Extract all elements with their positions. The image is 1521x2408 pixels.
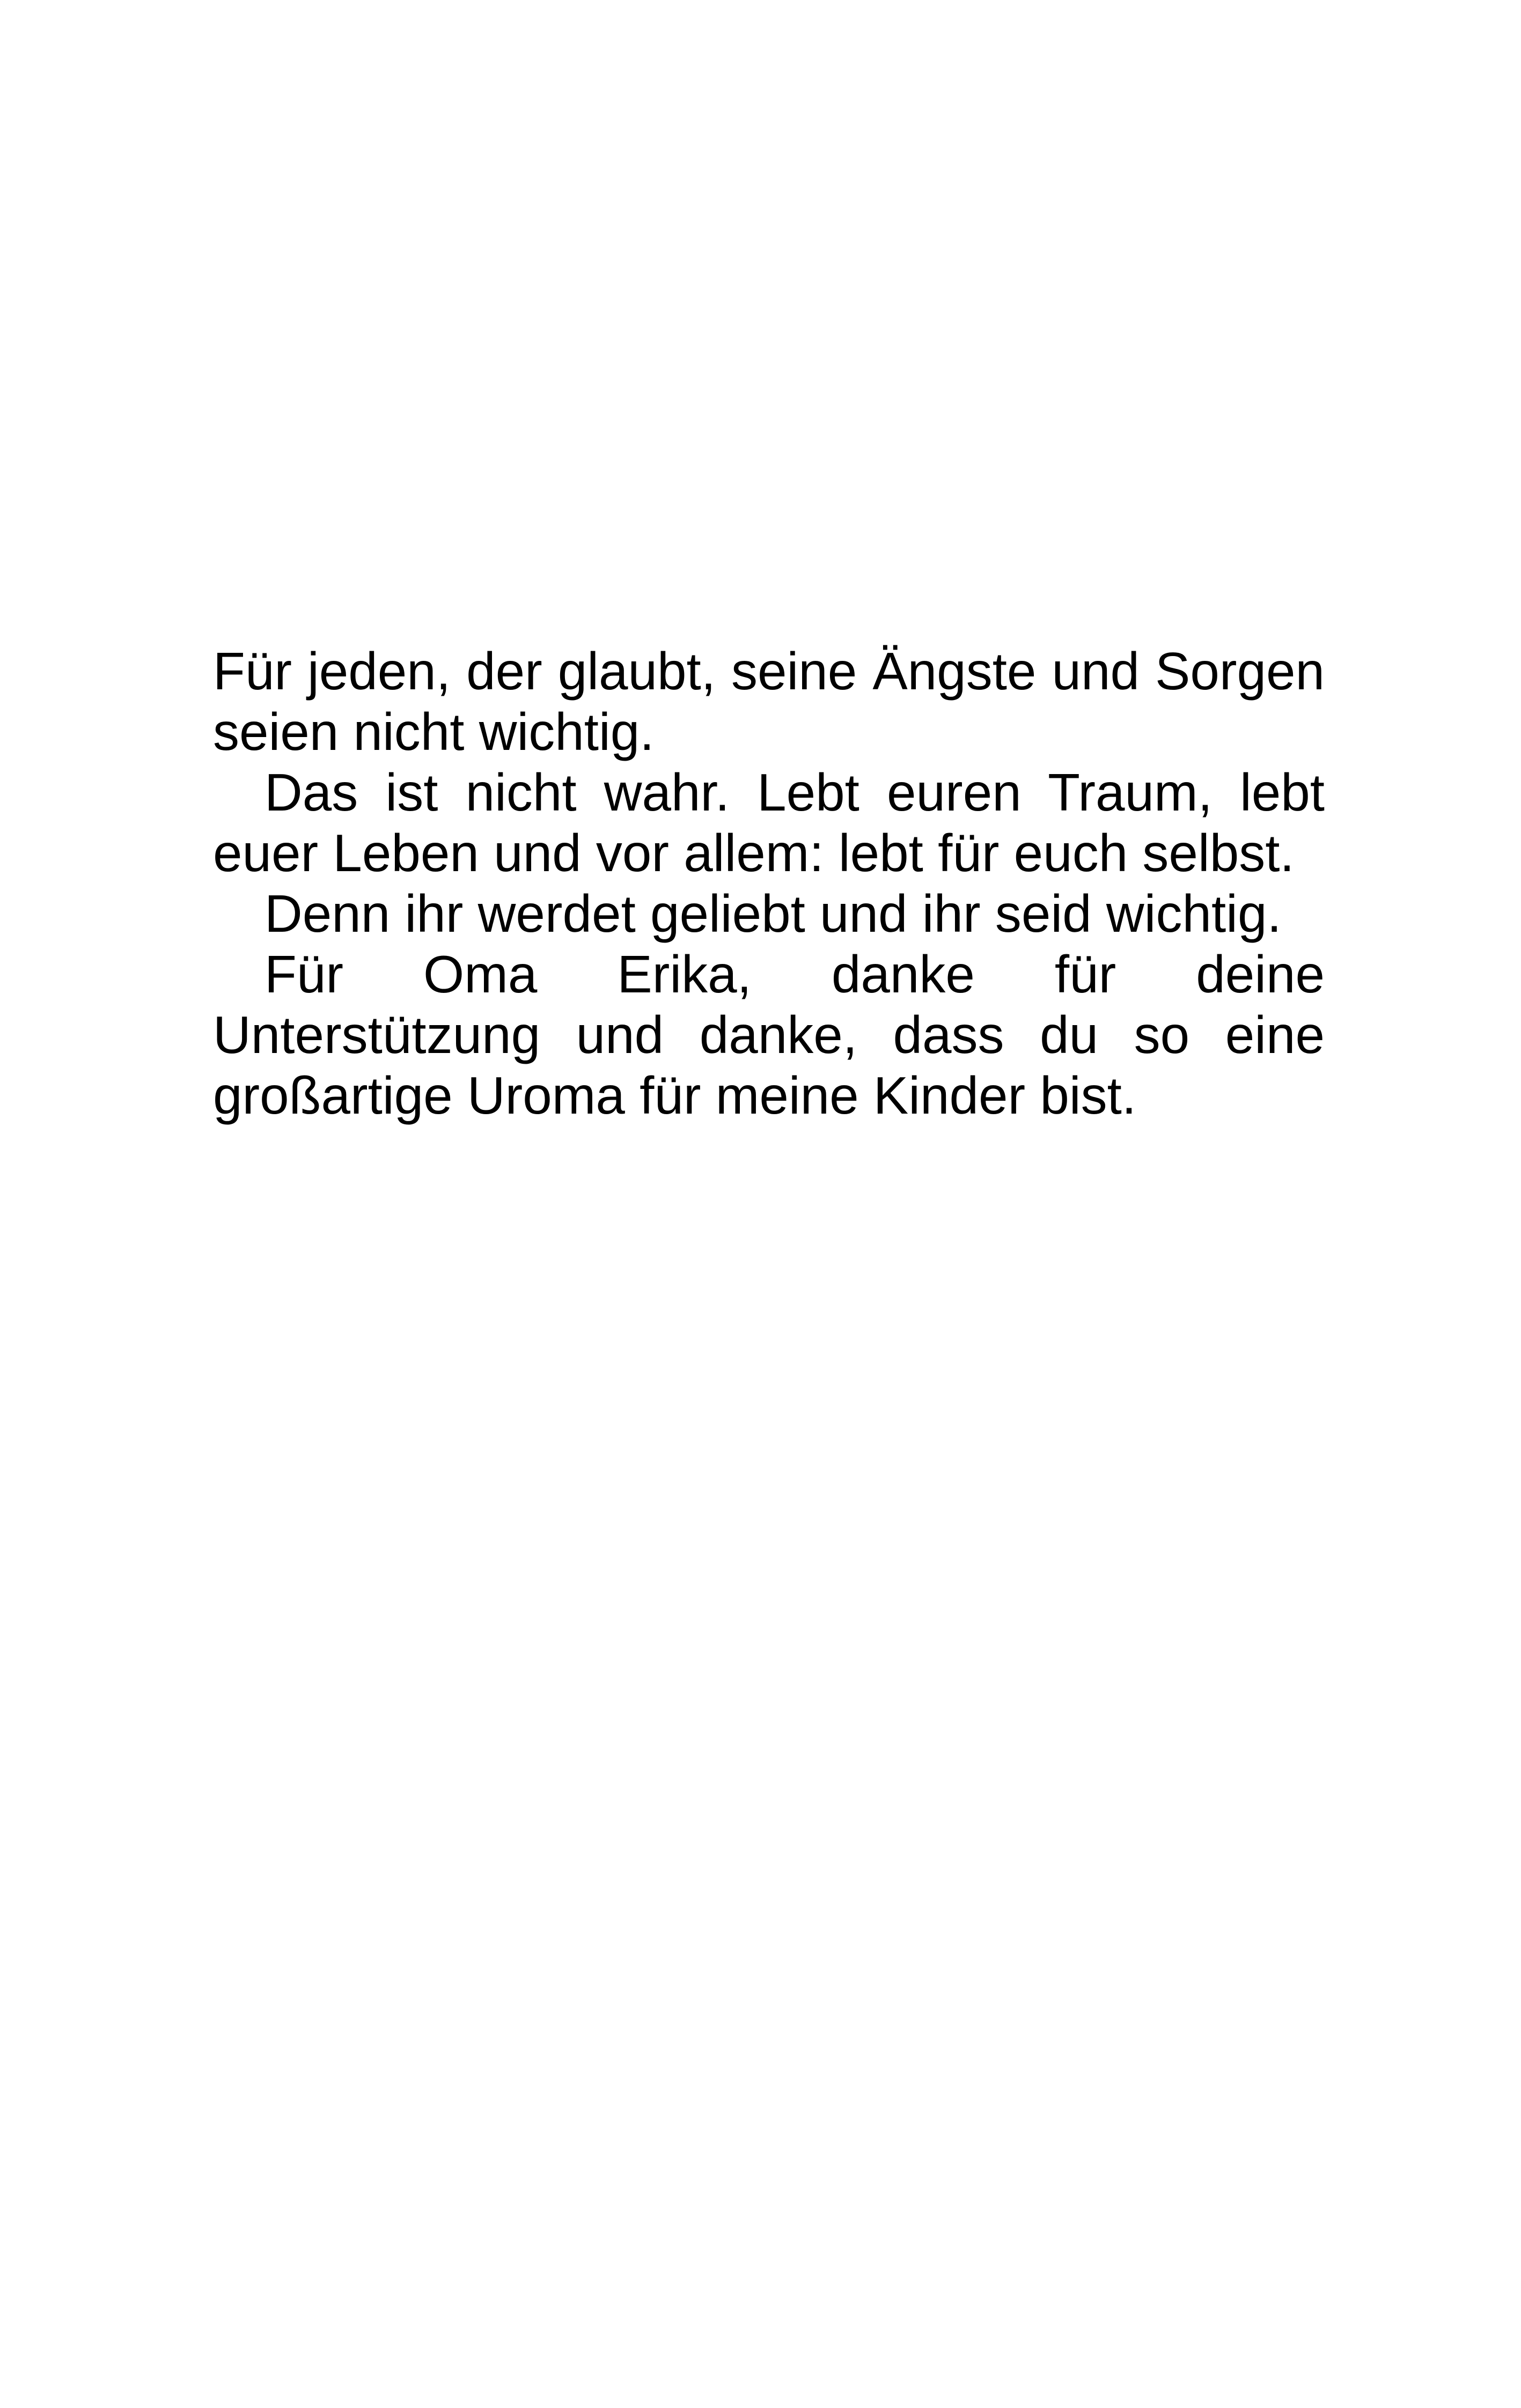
dedication-paragraph-1 — [213, 641, 1325, 762]
dedication-line: Für jeden, der glaubt, seine Ängste und Sorgen — [213, 642, 1325, 701]
dedication-line: Unterstützung und danke, dass du so eine — [213, 1005, 1325, 1064]
dedication-line: Für Oma Erika, danke für deine — [264, 945, 1325, 1004]
dedication-line: Das ist nicht wahr. Lebt euren Traum, lebt — [264, 763, 1325, 822]
dedication-paragraph-3 — [213, 883, 1325, 944]
dedication-paragraph-2 — [213, 762, 1325, 883]
dedication-text — [213, 641, 1325, 1126]
dedication-line: euer Leben und vor allem: lebt für euch selbst. — [213, 823, 1295, 882]
dedication-paragraph-4 — [213, 944, 1325, 1126]
dedication-line: großartige Uroma für meine Kinder bist. — [213, 1066, 1137, 1125]
dedication-line: Denn ihr werdet geliebt und ihr seid wichtig. — [264, 884, 1282, 943]
dedication-line: seien nicht wichtig. — [213, 702, 655, 761]
